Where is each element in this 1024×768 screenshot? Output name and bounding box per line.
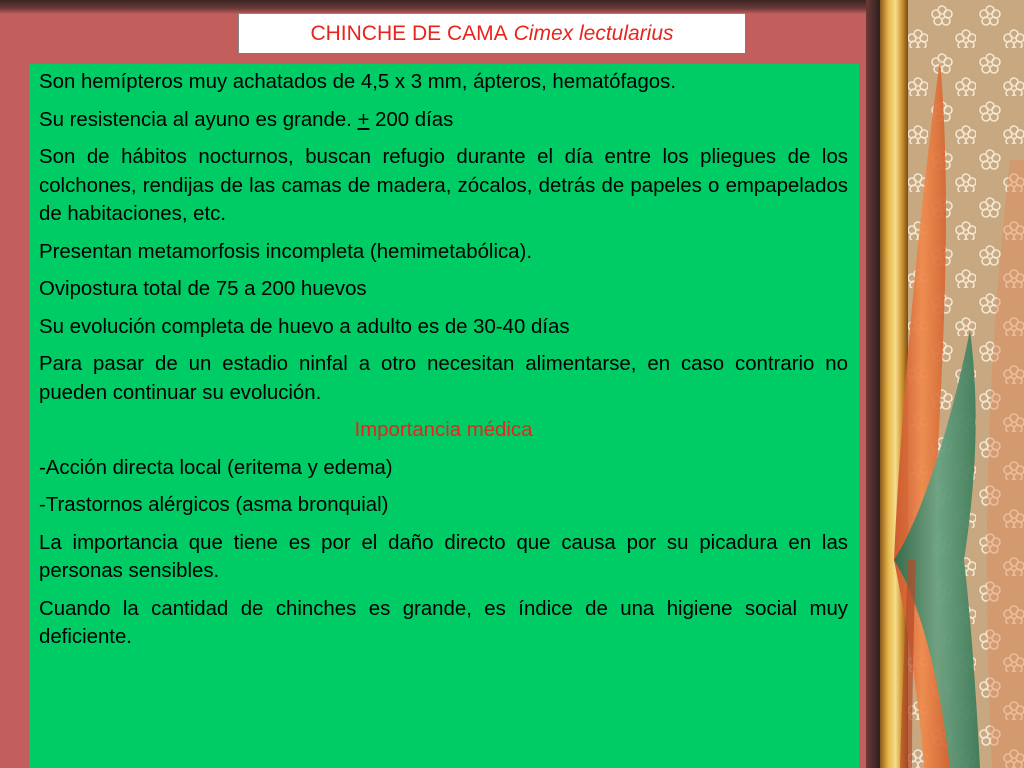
paragraph-nymph-stages: Para pasar de un estadio ninfal a otro necesitan alimentarse, en caso contrario no pueden continuar su evolución. [39,353,848,404]
frame-divider [866,0,880,768]
fasting-text: Su resistencia al ayuno es grande. [39,108,358,131]
paragraph-fasting-resistance [39,106,848,135]
paragraph-metamorphosis: Presentan metamorfosis incompleta (hemimetabólica). [39,240,532,263]
paragraph-habits: Son de hábitos nocturnos, buscan refugio durante el día entre los pliegues de los colchones, rendijas de las camas de madera, zócalos, detrás de papeles o empapelados de habitaciones, etc. [39,146,848,225]
slide-title [238,13,745,53]
title-main: CHINCHE DE CAMA [310,21,508,45]
paragraph-description: Son hemípteros muy achatados de 4,5 x 3 mm, ápteros, hematófagos. [39,71,676,93]
fasting-value: 200 días [369,108,454,131]
plus-minus-symbol: + [357,108,370,131]
list-item-direct-action: -Acción directa local (eritema y edema) [39,456,393,479]
paragraph-hygiene: Cuando la cantidad de chinches es grande, es índice de una higiene social muy deficiente. [39,597,848,648]
content-panel [29,64,859,768]
paragraph-oviposition: Ovipostura total de 75 a 200 huevos [39,278,367,300]
decorative-side-panel [880,0,1024,768]
title-species: Cimex lectularius [513,21,674,45]
section-heading-medical: Importancia médica [354,419,533,441]
paragraph-importance: La importancia que tiene es por el daño directo que causa por su picadura en las personas sensibles. [39,531,848,582]
top-border-band [0,0,880,14]
list-item-allergic: -Trastornos alérgicos (asma bronquial) [39,494,389,516]
paragraph-evolution: Su evolución completa de huevo a adulto es de 30-40 días [39,315,570,338]
